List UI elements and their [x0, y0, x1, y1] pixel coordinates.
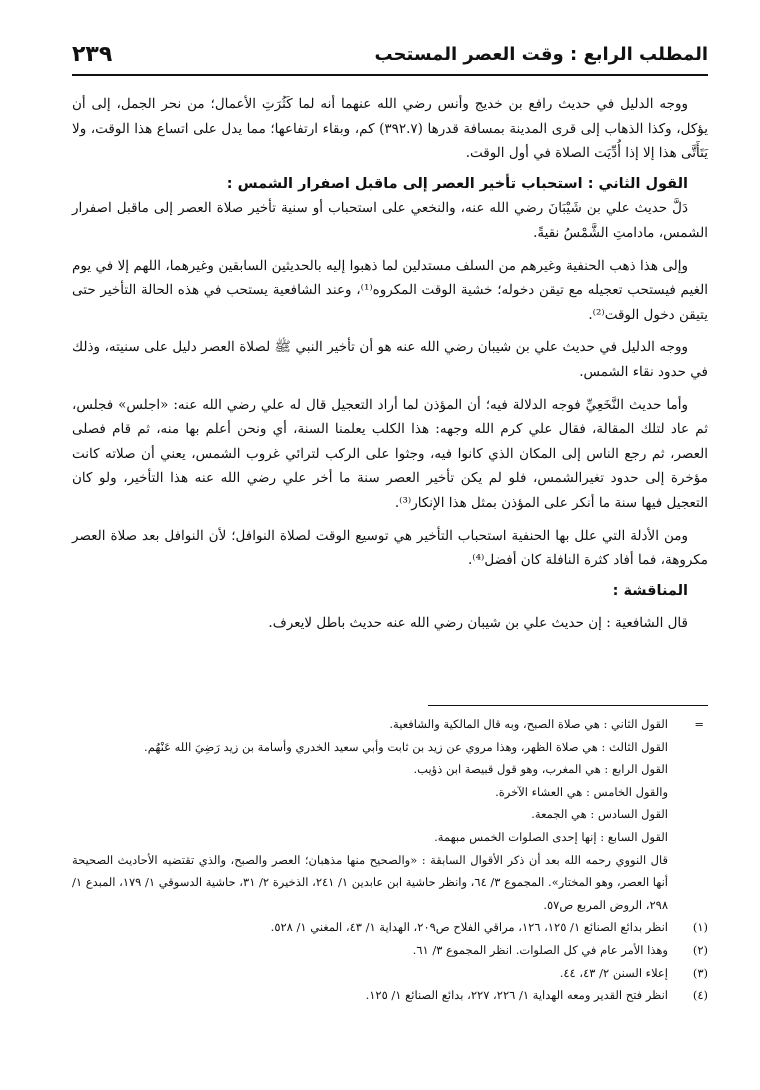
footnotes [72, 713, 708, 1007]
continuation-marker: = [694, 717, 704, 731]
footnote-line: والقول الخامس : هي العشاء الآخرة. [495, 784, 668, 799]
footnote-line: القول السادس : هي الجمعة. [531, 807, 668, 822]
paragraph: وإلى هذا ذهب الحنفية وغيرهم من السلف مستدلين لما ذهبوا إليه بالحديثين السابقين وغيرهما، اللهم إلا في يوم الغيم فيستحب تعجيله مع تيقن دخوله؛ خشية الوقت المكروه⁽¹⁾، وعند الشافعية يستحب في هذه الحالة التأخير حتى يتيقن دخول الوقت⁽²⁾. [72, 257, 708, 323]
section-heading: المناقشة : [612, 582, 688, 599]
footnote-line: قال النووي رحمه الله بعد أن ذكر الأقوال السابقة : «والصحيح منها مذهبان؛ العصر والصبح، والذي تقتضيه الأحاديث الصحيحة أنها العصر، وهو المختار». المجموع ٣/ ٦٤، وانظر حاشية ابن عابدين ١/ ٢٤١، الذخيرة ٢/ ٣١، حاشية الدسوقي ١/ ١٧٩، المبدع ١/ ٢٩٨، الروض المربع ص٥٧. [72, 852, 668, 912]
footnote-text: انظر بدائع الصنائع ١/ ١٢٥، ١٢٦، مراقي الفلاح ص٢٠٩، الهداية ١/ ٤٣، المغني ١/ ٥٢٨. [270, 920, 668, 935]
footnote [72, 916, 708, 939]
footnote-text: انظر فتح القدير ومعه الهداية ١/ ٢٢٦، ٢٢٧، بدائع الصنائع ١/ ١٢٥. [365, 988, 668, 1003]
footnote-text: إعلاء السنن ٢/ ٤٣، ٤٤. [559, 965, 668, 980]
paragraph: ومن الأدلة التي علل بها الحنفية استحباب التأخير هي توسيع الوقت لصلاة النوافل؛ لأن النوافل بعد صلاة العصر مكروهة، فما أفاد كثرة النافلة كان أفضل⁽⁴⁾. [72, 527, 708, 569]
footnote-number: (٣) [692, 965, 708, 980]
footnote-line: القول الثاني : هي صلاة الصبح، وبه قال المالكية والشافعية. [389, 717, 668, 731]
page-header [72, 40, 708, 76]
footnote-number: (١) [692, 920, 708, 935]
footnote-divider [428, 705, 708, 706]
main-text [72, 92, 708, 636]
paragraph: ووجه الدليل في حديث رافع بن خديج وأنس رضي الله عنهما أنه لما كَثُرَتِ الأعمال؛ من نحر الجمل، إلى أن يؤكل، وكذا الذهاب إلى قرى المدينة بمسافة قدرها (٣٩٢.٧) كم، وبقاء ارتفاعها؛ مما يدل على اتساع هذا الوقت، ولا يَتَأَتَّى هذا إلا إذا أُدِّيَت الصلاة في أول الوقت. [72, 96, 708, 162]
page-number: ٢٣٩ [72, 42, 113, 67]
footnote [72, 939, 708, 962]
paragraph: وأما حديث النَّخَعِيِّ فوجه الدلالة فيه؛ أن المؤذن لما أراد التعجيل قال له علي رضي الله عنه: «اجلس» فجلس، ثم عاد لتلك المقالة، فقال علي كرم الله وجهه: هذا الكلب يعلمنا السنة، أي ونحن أعلم بها منه، ثم قام فصلى العصر، ثم رجع الناس إلى المكان الذي كانوا فيه، وجثوا على الركب لترائي غروب الشمس، يعني أن صلاته كانت مؤخرة إلى حدود تغيرالشمس، فلو لم يكن تأخير العصر سنة ما أخر علي رضي الله عنه هذا التأخير، ولو كان التعجيل فيها سنة ما أنكر على المؤذن بمثل هذا الإنكار⁽³⁾. [72, 396, 708, 511]
paragraph: قال الشافعية : إن حديث علي بن شيبان رضي الله عنه حديث باطل لايعرف. [268, 615, 688, 632]
footnote [72, 984, 708, 1007]
footnote [72, 962, 708, 985]
footnote-text: وهذا الأمر عام في كل الصلوات. انظر المجموع ٣/ ٦١. [412, 942, 668, 957]
section-heading: القول الثاني : استحباب تأخير العصر إلى ماقبل اصفرار الشمس : [226, 175, 688, 192]
running-title: المطلب الرابع : وقت العصر المستحب [374, 44, 708, 65]
footnote-line: القول السابع : إنها إحدى الصلوات الخمس مبهمة. [434, 829, 668, 844]
paragraph: دَلَّ حديث علي بن شَيْبَانَ رضي الله عنه، والنخعي على استحباب أو سنية تأخير صلاة العصر إلى ماقبل اصفرار الشمس، مادامتِ الشَّمْسُ نقيةً. [72, 200, 708, 241]
footnote-number: (٢) [692, 942, 708, 957]
footnote-line: القول الثالث : هي صلاة الظهر، وهذا مروي عن زيد بن ثابت وأبي سعيد الخدري وأسامة بن زيد رَضِيَ الله عَنْهُم. [144, 739, 668, 754]
paragraph: ووجه الدليل في حديث علي بن شيبان رضي الله عنه هو أن تأخير النبي ﷺ لصلاة العصر دليل على سنيته، وذلك في حدود نقاء الشمس. [72, 339, 708, 380]
footnote-number: (٤) [692, 988, 708, 1003]
footnote-line: القول الرابع : هي المغرب، وهو قول قبيصة ابن ذؤيب. [413, 762, 668, 777]
footnote-continuation [72, 713, 708, 916]
